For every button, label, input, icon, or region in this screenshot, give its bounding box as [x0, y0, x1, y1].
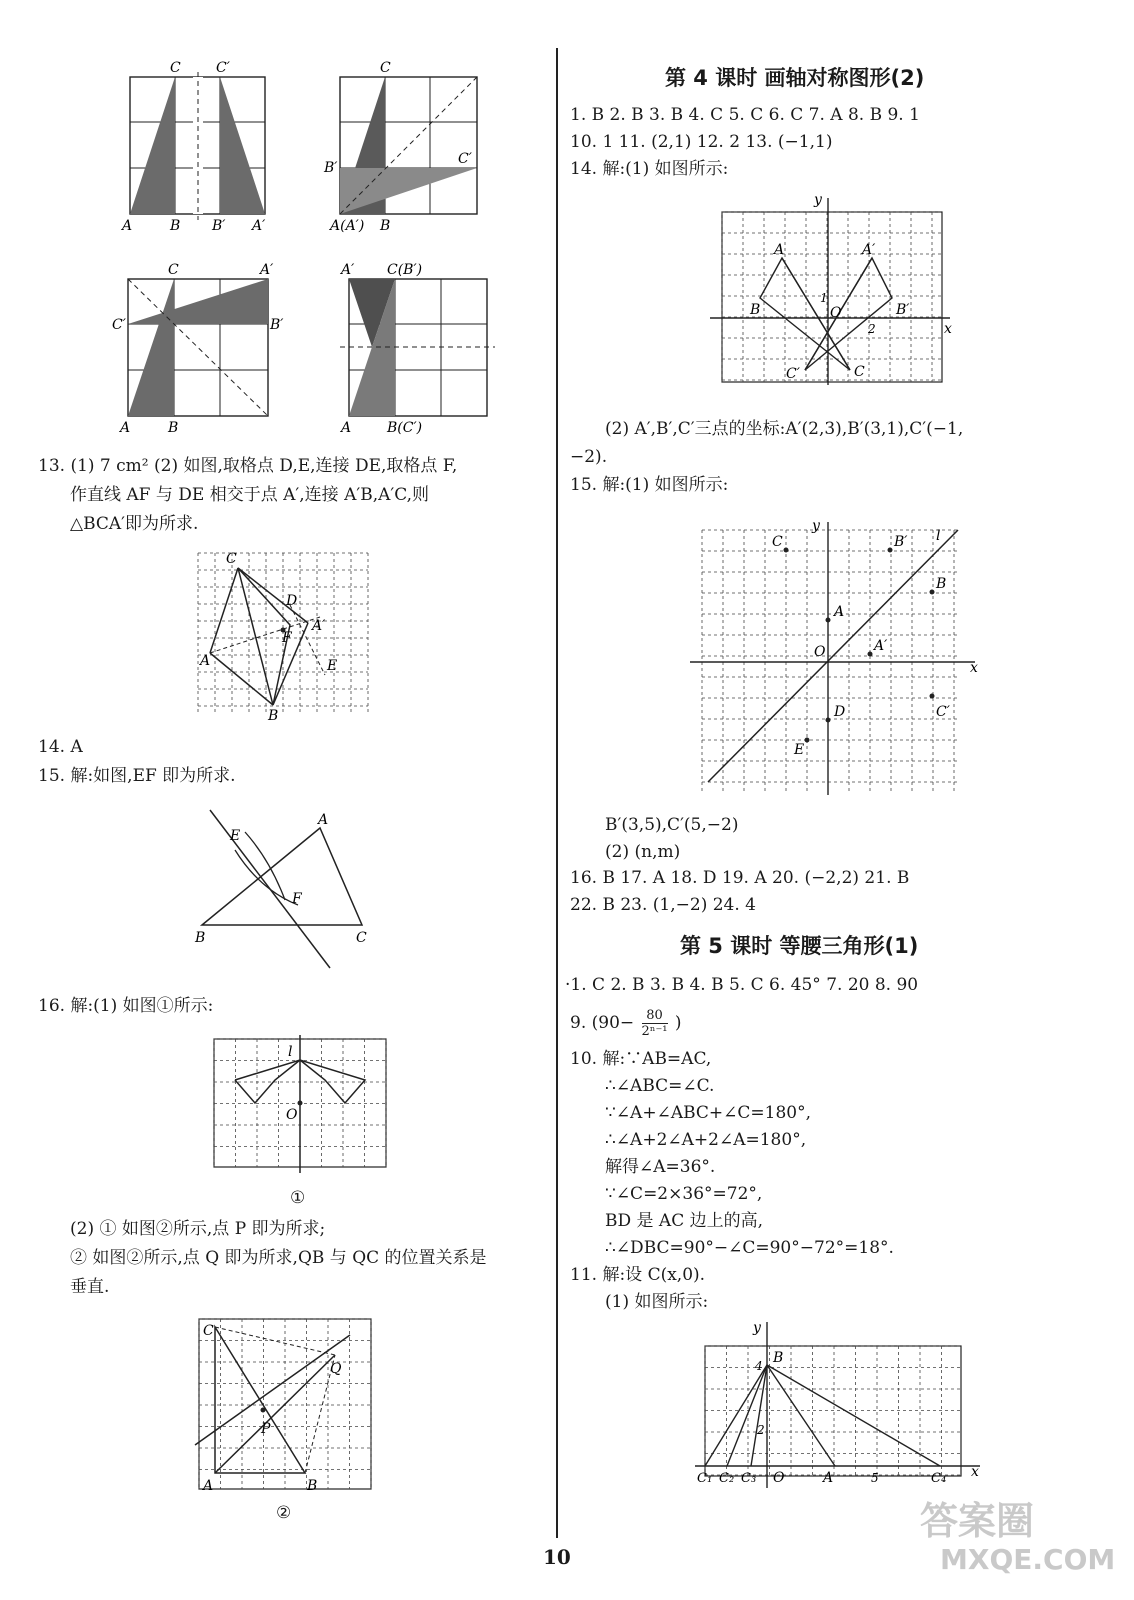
- frac-suffix: ): [674, 1013, 682, 1033]
- label: A′: [341, 262, 355, 278]
- label: C₂: [719, 1471, 735, 1486]
- label: A: [203, 1478, 214, 1494]
- r-line12-0: 10. 解:∵AB=AC,: [570, 1049, 712, 1069]
- q15: 15. 解:如图,EF 即为所求.: [38, 766, 236, 786]
- section-title-5: 第 5 课时 等腰三角形(1): [680, 934, 919, 958]
- label: B: [773, 1350, 784, 1366]
- label: C: [170, 60, 181, 76]
- label: A: [200, 653, 211, 669]
- label: B: [195, 930, 206, 946]
- label: F: [282, 630, 292, 646]
- label: 1: [820, 291, 828, 305]
- label: B: [170, 218, 181, 234]
- label: A: [318, 812, 329, 828]
- label: 2: [868, 322, 876, 336]
- label: A(A′): [330, 218, 365, 234]
- r-line9: 22. B 23. (1,−2) 24. 4: [570, 895, 756, 915]
- label: C₃: [741, 1471, 757, 1486]
- r-line4b: −2).: [570, 447, 608, 467]
- q13-line3: △BCA′即为所求.: [70, 514, 199, 534]
- watermark-logo: 答案圈: [920, 1499, 1035, 1543]
- label: O: [773, 1470, 785, 1486]
- label: B′: [894, 534, 908, 550]
- r-line12-4: 解得∠A=36°.: [605, 1157, 716, 1177]
- figure-reflection-1: [120, 60, 290, 235]
- label: B: [750, 302, 761, 318]
- label: B′: [896, 302, 910, 318]
- label: A′: [874, 638, 888, 654]
- caption-1: ①: [290, 1188, 306, 1208]
- fraction-num: 80: [642, 1008, 668, 1024]
- figure-r14: [710, 190, 960, 390]
- label: A: [774, 242, 785, 258]
- r-line5: 15. 解:(1) 如图所示:: [570, 475, 729, 495]
- r-line14: (1) 如图所示:: [605, 1292, 709, 1312]
- q16b-line1: (2) ① 如图②所示,点 P 即为所求;: [70, 1219, 326, 1239]
- label: 4: [755, 1359, 763, 1373]
- section-title-4: 第 4 课时 画轴对称图形(2): [665, 66, 925, 90]
- label: y: [812, 518, 820, 534]
- label: C: [226, 551, 237, 567]
- label: C′: [112, 317, 126, 333]
- label: C′: [216, 60, 230, 76]
- page-number: 10: [543, 1545, 571, 1569]
- q13-line1: 13. (1) 7 cm² (2) 如图,取格点 D,E,连接 DE,取格点 F,: [38, 456, 458, 476]
- figure-q13: [190, 545, 380, 724]
- fraction: [642, 1008, 668, 1039]
- label: A: [120, 420, 131, 436]
- r-line12-1: ∴∠ABC=∠C.: [605, 1076, 715, 1096]
- label: A′: [252, 218, 266, 234]
- figure-reflection-4: [335, 262, 505, 437]
- label: l: [288, 1044, 293, 1060]
- label: E: [327, 658, 338, 674]
- label: 5: [871, 1471, 879, 1485]
- label: x: [971, 1464, 979, 1480]
- label: A: [122, 218, 133, 234]
- figure-r15: [690, 520, 980, 795]
- figure-q15: [190, 810, 380, 970]
- label: B: [380, 218, 391, 234]
- label: x: [944, 321, 952, 337]
- fraction-den: 2ⁿ⁻¹: [641, 1024, 668, 1039]
- label: C′: [458, 151, 472, 167]
- r-line12-3: ∴∠A+2∠A+2∠A=180°,: [605, 1130, 807, 1150]
- label: F: [292, 891, 302, 907]
- r-line12-5: ∵∠C=2×36°=72°,: [605, 1184, 763, 1204]
- q16b-line3: 垂直.: [70, 1277, 110, 1297]
- label: B: [268, 708, 279, 724]
- label: C: [854, 364, 865, 380]
- label: B′: [324, 160, 338, 176]
- label: C′: [936, 704, 950, 720]
- label: D: [286, 593, 298, 609]
- label: D: [834, 704, 846, 720]
- q13-line2: 作直线 AF 与 DE 相交于点 A′,连接 A′B,A′C,则: [70, 485, 430, 505]
- r-line10: ·1. C 2. B 3. B 4. B 5. C 6. 45° 7. 20 8. 90: [565, 975, 919, 995]
- label: C₁: [697, 1471, 713, 1486]
- label: x: [970, 660, 978, 676]
- r-line12-2: ∵∠A+∠ABC+∠C=180°,: [605, 1103, 812, 1123]
- label: C: [168, 262, 179, 278]
- label: A: [834, 604, 845, 620]
- label: y: [814, 192, 822, 208]
- label: B: [936, 576, 947, 592]
- label: C: [356, 930, 367, 946]
- label: C: [772, 534, 783, 550]
- column-divider: [556, 48, 558, 1538]
- label: B′: [212, 218, 226, 234]
- label: C₄: [931, 1471, 947, 1486]
- r-line13: 11. 解:设 C(x,0).: [570, 1265, 706, 1285]
- label: A′: [312, 618, 326, 634]
- label: P: [261, 1421, 271, 1437]
- r-line1: 1. B 2. B 3. B 4. C 5. C 6. C 7. A 8. B 9. 1: [570, 105, 920, 125]
- label: E: [230, 828, 241, 844]
- label: C: [380, 60, 391, 76]
- label: A: [341, 420, 352, 436]
- label: O: [286, 1107, 298, 1123]
- r-line12-7: ∴∠DBC=90°−∠C=90°−72°=18°.: [605, 1238, 894, 1258]
- label: y: [753, 1320, 761, 1336]
- q16: 16. 解:(1) 如图①所示:: [38, 996, 214, 1016]
- label: C(B′): [387, 262, 423, 278]
- r-line12-6: BD 是 AC 边上的高,: [605, 1211, 764, 1231]
- q14: 14. A: [38, 737, 83, 757]
- label: O: [830, 305, 842, 321]
- figure-reflection-2: [324, 60, 500, 235]
- label: B: [307, 1478, 318, 1494]
- r-line6: B′(3,5),C′(5,−2): [605, 815, 739, 835]
- label: O: [814, 644, 826, 660]
- label: Q: [330, 1361, 342, 1377]
- figure-q16-2: [195, 1315, 385, 1495]
- r-line8: 16. B 17. A 18. D 19. A 20. (−2,2) 21. B: [570, 868, 910, 888]
- r-line4a: (2) A′,B′,C′三点的坐标:A′(2,3),B′(3,1),C′(−1,: [605, 419, 964, 439]
- label: A′: [862, 242, 876, 258]
- label: A′: [260, 262, 274, 278]
- label: l: [936, 528, 941, 544]
- q16b-line2: ② 如图②所示,点 Q 即为所求,QB 与 QC 的位置关系是: [70, 1248, 487, 1268]
- watermark-url: MXQE.COM: [940, 1543, 1116, 1576]
- r-line2: 10. 1 11. (2,1) 12. 2 13. (−1,1): [570, 132, 833, 152]
- label: C′: [786, 366, 800, 382]
- caption-2: ②: [276, 1503, 292, 1523]
- figure-r11: [695, 1320, 985, 1490]
- label: E: [794, 742, 805, 758]
- label: C: [203, 1323, 214, 1339]
- r-line7: (2) (n,m): [605, 842, 681, 862]
- label: B(C′): [387, 420, 423, 436]
- label: 2: [757, 1423, 765, 1437]
- label: B′: [270, 317, 284, 333]
- r-line3: 14. 解:(1) 如图所示:: [570, 159, 729, 179]
- figure-q16-1: [210, 1035, 390, 1175]
- figure-reflection-3: [110, 262, 290, 437]
- frac-prefix: 9. (90−: [570, 1013, 635, 1033]
- r-line11: [570, 1008, 682, 1039]
- label: B: [168, 420, 179, 436]
- label: A: [823, 1470, 834, 1486]
